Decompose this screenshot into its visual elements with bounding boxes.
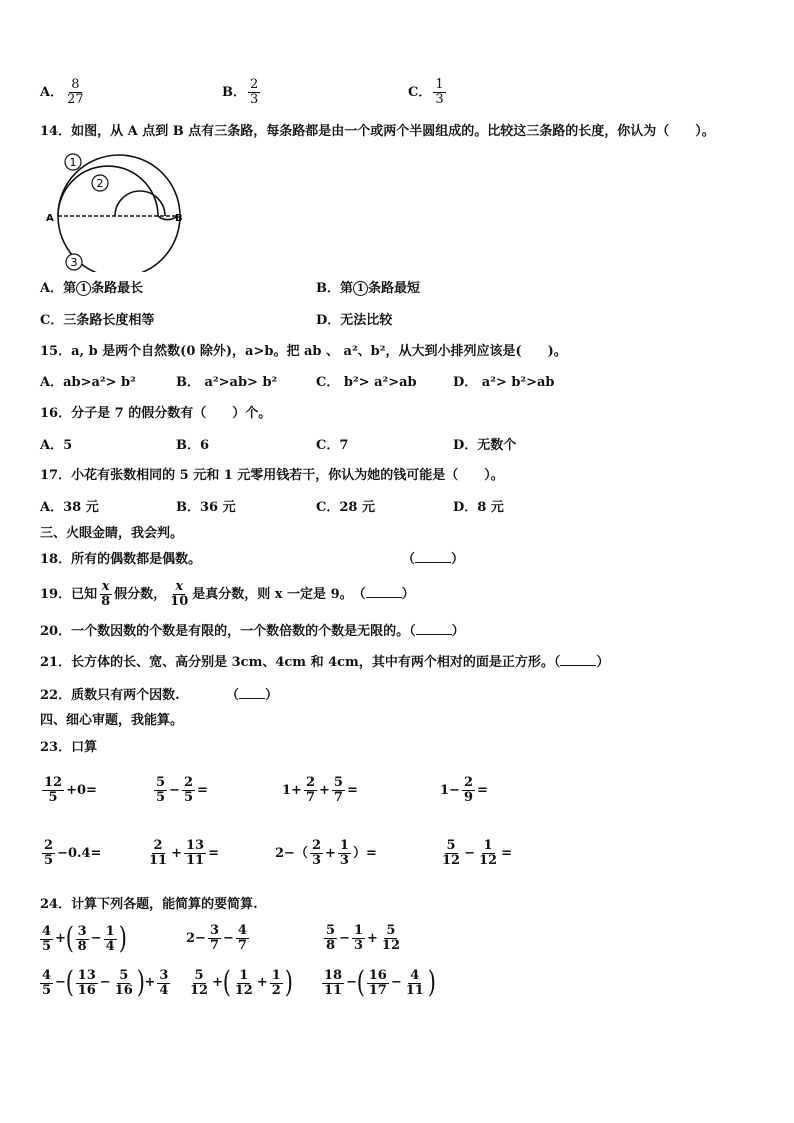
q24-problem-1: $\frac{4}{5}$ + ( $\frac{3}{8}$ − $\frac{1}{4}$ ) [42,921,127,956]
q14-option-d: D．无法比较 [316,313,393,328]
q22-answer-blank[interactable]: （ ） [226,688,279,703]
q15-option-d: D． a²> b²>ab [453,375,555,390]
q24-problem-3: $\frac{5}{8}$ − $\frac{1}{3}$ + $\frac{5}{12}$ [326,923,400,953]
q16-option-a: A．5 [40,438,73,453]
q24-problem-4: $\frac{4}{5}$ − ( $\frac{13}{16}$ − $\frac{5}{16}$ ) + $\frac{3}{4}$ [42,965,169,1000]
q19: 19．已知 $\frac{x}{8}$ 假分数， $\frac{x}{10}$ 是真分数，则 x 一定是 9。 （ ） [40,579,415,609]
q16-option-b: B．6 [176,438,210,453]
q24-problem-5: $\frac{5}{12}$ + ( $\frac{1}{12}$ + $\frac{1}{2}$ ) [190,965,293,1000]
circle-one-icon: 1 [353,281,368,296]
section-4-title: 四、细心审题，我能算。 [40,713,184,728]
q14-option-b: B．第 1 条路最短 [316,281,421,296]
q13-option-c: C． $\frac{1}{3}$ [408,77,444,107]
label-a: A [46,213,54,224]
q13-option-a: A． $\frac{8}{27}$ [40,77,84,107]
q18: 18．所有的偶数都是偶数。 [40,552,202,567]
q19-answer-blank[interactable]: （ ） [352,586,415,602]
q14-option-a: A．第 1 条路最长 [40,281,144,296]
label-2: 2 [96,177,104,190]
q24-problem-6: $\frac{18}{11}$ − ( $\frac{16}{17}$ − $\frac{4}{11}$ ) [324,965,436,1000]
q15-option-b: B． a²>ab> b² [176,375,278,390]
label-3: 3 [70,256,78,269]
q16-stem: 16．分子是 7 的假分数有（ ）个。 [40,406,272,421]
q17-stem: 17．小花有张数相同的 5 元和 1 元零用钱若干，你认为她的钱可能是（ ）。 [40,468,504,483]
q21-answer-blank[interactable]: （ ） [553,655,610,670]
q23-expr-8: $\frac{5}{12}$ − $\frac{1}{12}$ = [442,838,512,868]
q14-semicircle-figure [40,150,190,272]
q17-option-a: A．38 元 [40,500,99,515]
q17-option-c: C．28 元 [316,500,375,515]
q23-expr-6: $\frac{2}{11}$ + $\frac{13}{11}$ = [149,838,219,868]
label-1: 1 [69,156,77,169]
q16-option-c: C．7 [316,438,349,453]
q21: 21．长方体的长、宽、高分别是 3cm、4cm 和 4cm，其中有两个相对的面是正方形。（ ） [40,655,610,670]
q14-option-c: C．三条路长度相等 [40,313,155,328]
q17-option-b: B．36 元 [176,500,236,515]
label-b: B [175,213,183,224]
q20-answer-blank[interactable]: （ ） [409,624,465,639]
circle-one-icon: 1 [76,281,91,296]
q13-option-b: B． $\frac{2}{3}$ [222,77,259,107]
q15-option-a: A．ab>a²> b² [40,375,136,390]
q23-expr-3: 1+ $\frac{2}{7}$ + $\frac{5}{7}$ = [282,775,358,805]
q23-expr-5: $\frac{2}{5}$ −0.4= [44,838,102,868]
q22: 22．质数只有两个因数. [40,688,180,703]
q23-expr-4: 1− $\frac{2}{9}$ = [440,775,488,805]
q23-expr-1: $\frac{12}{5}$ +0= [44,775,97,805]
q18-answer-blank[interactable]: （ ） [402,552,465,567]
q15-stem: 15．a, b 是两个自然数(0 除外)，a>b。把 ab 、 a²、b²，从大到小排列应该是( )。 [40,344,567,359]
q16-option-d: D．无数个 [453,438,517,453]
q17-option-d: D．8 元 [453,500,504,515]
q24-stem: 24．计算下列各题，能简算的要简算. [40,897,258,912]
q23-expr-2: $\frac{5}{5}$ − $\frac{2}{5}$ = [156,775,208,805]
q20: 20．一个数因数的个数是有限的，一个数倍数的个数是无限的。（ ） [40,624,465,639]
q23-expr-7: 2−（ $\frac{2}{3}$ + $\frac{1}{3}$ ）= [275,838,377,868]
q23-stem: 23．口算 [40,740,98,755]
q14-stem: 14．如图，从 A 点到 B 点有三条路，每条路都是由一个或两个半圆组成的。比较这三条路的长度，你认为（ ）。 [40,124,715,139]
q15-option-c: C． b²> a²>ab [316,375,417,390]
section-3-title: 三、火眼金睛，我会判。 [40,526,184,541]
q24-problem-2: 2− $\frac{3}{7}$ − $\frac{4}{7}$ [186,923,247,953]
